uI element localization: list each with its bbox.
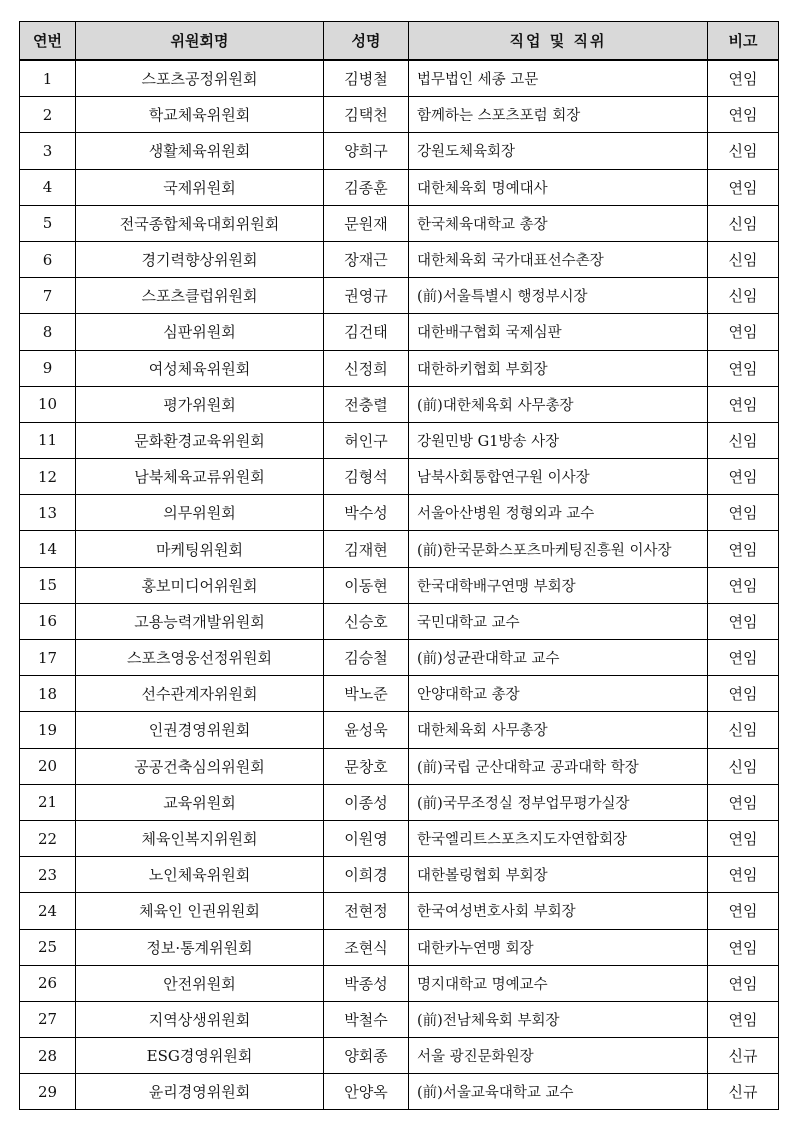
cell-committee: 학교체육위원회 xyxy=(76,97,324,133)
table-row xyxy=(20,603,779,639)
cell-note: 연임 xyxy=(708,603,779,639)
cell-no: 6 xyxy=(20,241,76,277)
cell-committee: 공공건축심의위원회 xyxy=(76,748,324,784)
table-row xyxy=(20,97,779,133)
cell-no: 22 xyxy=(20,820,76,856)
table-row xyxy=(20,1074,779,1110)
cell-committee: 체육인 인권위원회 xyxy=(76,893,324,929)
cell-committee: 고용능력개발위원회 xyxy=(76,603,324,639)
cell-note: 신임 xyxy=(708,748,779,784)
table-row xyxy=(20,133,779,169)
table-row xyxy=(20,748,779,784)
cell-name: 이희경 xyxy=(324,857,409,893)
header-name: 성명 xyxy=(324,22,409,61)
cell-job: (前)한국문화스포츠마케팅진흥원 이사장 xyxy=(409,531,708,567)
cell-job: (前)성균관대학교 교수 xyxy=(409,640,708,676)
table-row xyxy=(20,640,779,676)
table-row xyxy=(20,495,779,531)
cell-note: 연임 xyxy=(708,97,779,133)
cell-job: 강원민방 G1방송 사장 xyxy=(409,422,708,458)
cell-name: 전충렬 xyxy=(324,386,409,422)
cell-name: 김재현 xyxy=(324,531,409,567)
cell-no: 28 xyxy=(20,1038,76,1074)
table-row xyxy=(20,820,779,856)
cell-name: 이종성 xyxy=(324,784,409,820)
cell-name: 박종성 xyxy=(324,965,409,1001)
cell-no: 13 xyxy=(20,495,76,531)
header-job: 직업 및 직위 xyxy=(409,22,708,61)
cell-note: 신규 xyxy=(708,1038,779,1074)
cell-no: 14 xyxy=(20,531,76,567)
table-row xyxy=(20,386,779,422)
cell-note: 신임 xyxy=(708,205,779,241)
cell-job: 대한카누연맹 회장 xyxy=(409,929,708,965)
table-row xyxy=(20,169,779,205)
cell-job: 남북사회통합연구원 이사장 xyxy=(409,459,708,495)
cell-no: 10 xyxy=(20,386,76,422)
cell-job: 한국여성변호사회 부회장 xyxy=(409,893,708,929)
cell-note: 연임 xyxy=(708,531,779,567)
cell-committee: 윤리경영위원회 xyxy=(76,1074,324,1110)
cell-note: 신규 xyxy=(708,1074,779,1110)
cell-note: 연임 xyxy=(708,459,779,495)
cell-job: 한국대학배구연맹 부회장 xyxy=(409,567,708,603)
header-committee: 위원회명 xyxy=(76,22,324,61)
cell-job: 한국엘리트스포츠지도자연합회장 xyxy=(409,820,708,856)
cell-name: 신정희 xyxy=(324,350,409,386)
table-row xyxy=(20,1038,779,1074)
cell-committee: 평가위원회 xyxy=(76,386,324,422)
cell-name: 양회종 xyxy=(324,1038,409,1074)
cell-no: 7 xyxy=(20,278,76,314)
cell-no: 12 xyxy=(20,459,76,495)
cell-no: 20 xyxy=(20,748,76,784)
cell-note: 연임 xyxy=(708,314,779,350)
cell-note: 신임 xyxy=(708,422,779,458)
cell-job: 대한하키협회 부회장 xyxy=(409,350,708,386)
cell-job: 명지대학교 명예교수 xyxy=(409,965,708,1001)
table-row xyxy=(20,784,779,820)
cell-job: 서울 광진문화원장 xyxy=(409,1038,708,1074)
cell-no: 21 xyxy=(20,784,76,820)
cell-note: 연임 xyxy=(708,640,779,676)
cell-committee: 심판위원회 xyxy=(76,314,324,350)
cell-name: 문창호 xyxy=(324,748,409,784)
cell-name: 허인구 xyxy=(324,422,409,458)
cell-note: 연임 xyxy=(708,60,779,97)
cell-no: 15 xyxy=(20,567,76,603)
cell-name: 전현정 xyxy=(324,893,409,929)
table-row xyxy=(20,531,779,567)
cell-note: 연임 xyxy=(708,820,779,856)
table-row xyxy=(20,676,779,712)
cell-committee: 스포츠공정위원회 xyxy=(76,60,324,97)
cell-committee: 체육인복지위원회 xyxy=(76,820,324,856)
cell-note: 연임 xyxy=(708,1001,779,1037)
table-row xyxy=(20,965,779,1001)
cell-job: (前)서울특별시 행정부시장 xyxy=(409,278,708,314)
table-row xyxy=(20,567,779,603)
cell-name: 양희구 xyxy=(324,133,409,169)
table-row xyxy=(20,893,779,929)
table-body xyxy=(20,60,779,1110)
cell-name: 권영규 xyxy=(324,278,409,314)
cell-job: 대한체육회 사무총장 xyxy=(409,712,708,748)
cell-job: 함께하는 스포츠포럼 회장 xyxy=(409,97,708,133)
cell-job: 대한배구협회 국제심판 xyxy=(409,314,708,350)
cell-name: 김병철 xyxy=(324,60,409,97)
cell-note: 연임 xyxy=(708,169,779,205)
cell-committee: 스포츠영웅선정위원회 xyxy=(76,640,324,676)
cell-no: 25 xyxy=(20,929,76,965)
cell-committee: 홍보미디어위원회 xyxy=(76,567,324,603)
cell-name: 박철수 xyxy=(324,1001,409,1037)
cell-no: 4 xyxy=(20,169,76,205)
cell-note: 연임 xyxy=(708,386,779,422)
cell-no: 29 xyxy=(20,1074,76,1110)
cell-job: (前)국무조정실 정부업무평가실장 xyxy=(409,784,708,820)
cell-committee: 스포츠클럽위원회 xyxy=(76,278,324,314)
cell-job: (前)대한체육회 사무총장 xyxy=(409,386,708,422)
cell-job: 안양대학교 총장 xyxy=(409,676,708,712)
cell-name: 김건태 xyxy=(324,314,409,350)
cell-note: 연임 xyxy=(708,567,779,603)
cell-committee: 남북체육교류위원회 xyxy=(76,459,324,495)
table-row xyxy=(20,1001,779,1037)
cell-name: 신승호 xyxy=(324,603,409,639)
cell-note: 연임 xyxy=(708,965,779,1001)
cell-committee: 지역상생위원회 xyxy=(76,1001,324,1037)
table-row xyxy=(20,350,779,386)
cell-name: 박노준 xyxy=(324,676,409,712)
cell-note: 연임 xyxy=(708,893,779,929)
cell-name: 이동현 xyxy=(324,567,409,603)
cell-job: (前)국립 군산대학교 공과대학 학장 xyxy=(409,748,708,784)
cell-job: (前)전남체육회 부회장 xyxy=(409,1001,708,1037)
cell-job: 한국체육대학교 총장 xyxy=(409,205,708,241)
cell-note: 연임 xyxy=(708,857,779,893)
cell-no: 17 xyxy=(20,640,76,676)
cell-job: 강원도체육회장 xyxy=(409,133,708,169)
cell-name: 안양옥 xyxy=(324,1074,409,1110)
cell-note: 연임 xyxy=(708,350,779,386)
cell-no: 1 xyxy=(20,60,76,97)
cell-name: 박수성 xyxy=(324,495,409,531)
cell-name: 윤성욱 xyxy=(324,712,409,748)
cell-note: 연임 xyxy=(708,676,779,712)
cell-name: 조현식 xyxy=(324,929,409,965)
cell-committee: 여성체육위원회 xyxy=(76,350,324,386)
cell-name: 김택천 xyxy=(324,97,409,133)
cell-job: 국민대학교 교수 xyxy=(409,603,708,639)
cell-no: 8 xyxy=(20,314,76,350)
cell-committee: 노인체육위원회 xyxy=(76,857,324,893)
table-row xyxy=(20,712,779,748)
cell-job: 법무법인 세종 고문 xyxy=(409,60,708,97)
cell-committee: 정보·통계위원회 xyxy=(76,929,324,965)
cell-committee: 마케팅위원회 xyxy=(76,531,324,567)
cell-note: 연임 xyxy=(708,929,779,965)
cell-no: 3 xyxy=(20,133,76,169)
cell-note: 신임 xyxy=(708,133,779,169)
cell-note: 신임 xyxy=(708,278,779,314)
committee-chairs-table xyxy=(19,21,779,1110)
table-row xyxy=(20,278,779,314)
cell-no: 18 xyxy=(20,676,76,712)
cell-committee: 인권경영위원회 xyxy=(76,712,324,748)
table-row xyxy=(20,422,779,458)
cell-note: 연임 xyxy=(708,495,779,531)
cell-note: 신임 xyxy=(708,712,779,748)
cell-name: 장재근 xyxy=(324,241,409,277)
cell-no: 5 xyxy=(20,205,76,241)
cell-no: 9 xyxy=(20,350,76,386)
cell-name: 김종훈 xyxy=(324,169,409,205)
cell-job: 서울아산병원 정형외과 교수 xyxy=(409,495,708,531)
table-row xyxy=(20,241,779,277)
cell-committee: 문화환경교육위원회 xyxy=(76,422,324,458)
cell-committee: 전국종합체육대회위원회 xyxy=(76,205,324,241)
cell-note: 연임 xyxy=(708,784,779,820)
cell-name: 김형석 xyxy=(324,459,409,495)
cell-job: (前)서울교육대학교 교수 xyxy=(409,1074,708,1110)
table-row xyxy=(20,929,779,965)
cell-committee: 국제위원회 xyxy=(76,169,324,205)
cell-committee: 선수관계자위원회 xyxy=(76,676,324,712)
cell-job: 대한체육회 명예대사 xyxy=(409,169,708,205)
header-note: 비고 xyxy=(708,22,779,61)
cell-committee: 의무위원회 xyxy=(76,495,324,531)
cell-note: 신임 xyxy=(708,241,779,277)
cell-name: 김승철 xyxy=(324,640,409,676)
cell-name: 문원재 xyxy=(324,205,409,241)
cell-job: 대한볼링협회 부회장 xyxy=(409,857,708,893)
cell-job: 대한체육회 국가대표선수촌장 xyxy=(409,241,708,277)
cell-no: 23 xyxy=(20,857,76,893)
cell-no: 11 xyxy=(20,422,76,458)
cell-no: 24 xyxy=(20,893,76,929)
table-row xyxy=(20,205,779,241)
table-row xyxy=(20,314,779,350)
cell-no: 16 xyxy=(20,603,76,639)
cell-committee: 경기력향상위원회 xyxy=(76,241,324,277)
cell-committee: 안전위원회 xyxy=(76,965,324,1001)
cell-no: 27 xyxy=(20,1001,76,1037)
header-no: 연번 xyxy=(20,22,76,61)
cell-committee: 교육위원회 xyxy=(76,784,324,820)
cell-committee: 생활체육위원회 xyxy=(76,133,324,169)
table-row xyxy=(20,857,779,893)
cell-no: 26 xyxy=(20,965,76,1001)
table-row xyxy=(20,459,779,495)
table-row xyxy=(20,60,779,97)
cell-name: 이원영 xyxy=(324,820,409,856)
cell-no: 2 xyxy=(20,97,76,133)
cell-no: 19 xyxy=(20,712,76,748)
cell-committee: ESG경영위원회 xyxy=(76,1038,324,1074)
table-header-row xyxy=(20,22,779,61)
